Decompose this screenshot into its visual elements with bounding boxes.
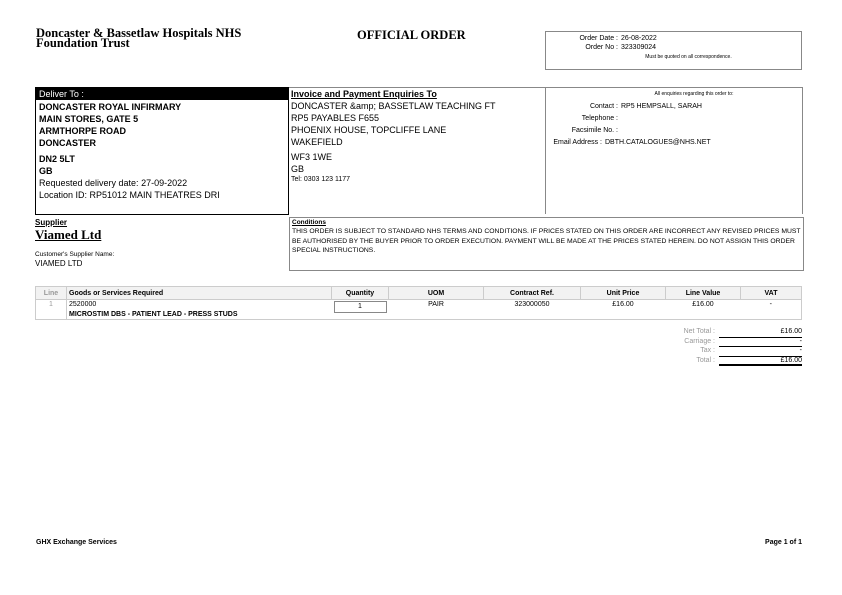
- order-items-table: [35, 286, 802, 320]
- email-value: DBTH.CATALOGUES@NHS.NET: [605, 139, 711, 146]
- invoice-line-1: DONCASTER &amp; BASSETLAW TEACHING FT: [291, 101, 496, 111]
- deliver-postcode: DN2 5LT: [39, 154, 75, 164]
- col-line: Line: [36, 287, 67, 300]
- quantity-value: 1: [334, 301, 387, 313]
- invoice-tel: Tel: 0303 123 1177: [291, 176, 351, 183]
- deliver-line-3: ARMTHORPE ROAD: [39, 126, 126, 136]
- cell-uom: PAIR: [389, 300, 484, 320]
- deliver-line-1: DONCASTER ROYAL INFIRMARY: [39, 102, 182, 112]
- total-value: £16.00: [719, 357, 802, 367]
- total-label: Total :: [696, 356, 715, 364]
- supplier-name: Viamed Ltd: [35, 227, 102, 242]
- page-number: Page 1 of 1: [765, 539, 802, 546]
- col-contract-ref: Contract Ref.: [484, 287, 581, 300]
- customer-supplier-label: Customer's Supplier Name:: [35, 251, 115, 258]
- invoice-line-2: RP5 PAYABLES F655: [291, 113, 380, 123]
- net-total-label: Net Total :: [683, 328, 715, 335]
- enquiries-box: [546, 87, 803, 214]
- fax-label: Facsimile No. :: [571, 127, 618, 134]
- deliver-to-box: [35, 87, 289, 215]
- cell-line: 1: [36, 300, 67, 320]
- document-title: OFFICIAL ORDER: [357, 28, 466, 42]
- col-uom: UOM: [389, 287, 484, 300]
- conditions-heading: Conditions: [292, 219, 326, 226]
- cell-vat: -: [741, 300, 802, 320]
- item-description: MICROSTIM DBS - PATIENT LEAD - PRESS STUDS: [69, 311, 238, 318]
- org-line-2: Foundation Trust: [36, 36, 130, 50]
- cell-quantity: [332, 300, 389, 320]
- organisation-name: [36, 28, 286, 48]
- supplier-heading: Supplier: [35, 218, 68, 227]
- deliver-heading: Deliver To :: [36, 88, 288, 100]
- cell-line-value: £16.00: [666, 300, 741, 320]
- table-row: [36, 300, 802, 320]
- enquiries-heading: All enquiries regarding this order to:: [654, 91, 734, 97]
- location-id: Location ID: RP51012 MAIN THEATRES DRI: [39, 190, 220, 200]
- conditions-text: THIS ORDER IS SUBJECT TO STANDARD NHS TERMS AND CONDITIONS. IF PRICES STATED ON THIS ORDER ARE INCORRECT ANY REVISED PRICES MUST BE AUTHORISED BY THE BUYER PRIOR TO ORDER EXECUTION. PAYMENT WILL BE MADE AT THE PRICES STATED HEREIN. DO NOT ASSIGN THIS ORDER SPECIAL INSTRUCTIONS.: [292, 228, 801, 254]
- col-quantity: Quantity: [332, 287, 389, 300]
- supplier-box: [35, 217, 287, 269]
- col-goods: Goods or Services Required: [67, 287, 332, 300]
- contact-value: RP5 HEMPSALL, SARAH: [621, 103, 702, 110]
- telephone-label: Telephone :: [581, 115, 618, 122]
- tax-label: Tax :: [700, 347, 715, 354]
- conditions-box: [289, 217, 804, 271]
- customer-supplier-name: VIAMED LTD: [35, 259, 83, 268]
- deliver-country: GB: [39, 166, 53, 176]
- invoice-enquiries-box: [289, 87, 546, 214]
- order-no-label: Order No :: [585, 44, 618, 51]
- cell-contract-ref: 323000050: [484, 300, 581, 320]
- contact-label: Contact :: [589, 103, 618, 110]
- cell-unit-price: £16.00: [581, 300, 666, 320]
- tax-value: -: [719, 347, 802, 357]
- col-vat: VAT: [741, 287, 802, 300]
- order-info-box: [545, 31, 802, 70]
- carriage-label: Carriage :: [684, 337, 715, 345]
- carriage-value: -: [719, 338, 802, 348]
- order-date: 26-08-2022: [621, 35, 657, 42]
- deliver-line-4: DONCASTER: [39, 138, 97, 148]
- col-unit-price: Unit Price: [581, 287, 666, 300]
- deliver-line-2: MAIN STORES, GATE 5: [39, 114, 139, 124]
- invoice-line-3: PHOENIX HOUSE, TOPCLIFFE LANE: [291, 125, 447, 135]
- invoice-line-4: WAKEFIELD: [291, 137, 343, 147]
- table-header-row: [36, 287, 802, 300]
- item-code: 2520000: [69, 301, 97, 308]
- net-total-value: £16.00: [719, 328, 802, 338]
- footer-left: GHX Exchange Services: [36, 539, 117, 546]
- order-date-label: Order Date :: [579, 35, 618, 42]
- col-line-value: Line Value: [666, 287, 741, 300]
- order-number: 323309024: [621, 44, 657, 51]
- totals-box: [660, 328, 802, 366]
- order-note: Must be quoted on all correspondence.: [645, 54, 732, 60]
- invoice-heading: Invoice and Payment Enquiries To: [291, 89, 437, 99]
- cell-goods: [67, 300, 332, 320]
- invoice-postcode: WF3 1WE: [291, 152, 333, 162]
- email-label: Email Address :: [553, 139, 602, 146]
- requested-delivery-date: Requested delivery date: 27-09-2022: [39, 178, 188, 188]
- invoice-country: GB: [291, 164, 305, 174]
- org-line-1: Doncaster & Bassetlaw Hospitals NHS: [36, 26, 242, 40]
